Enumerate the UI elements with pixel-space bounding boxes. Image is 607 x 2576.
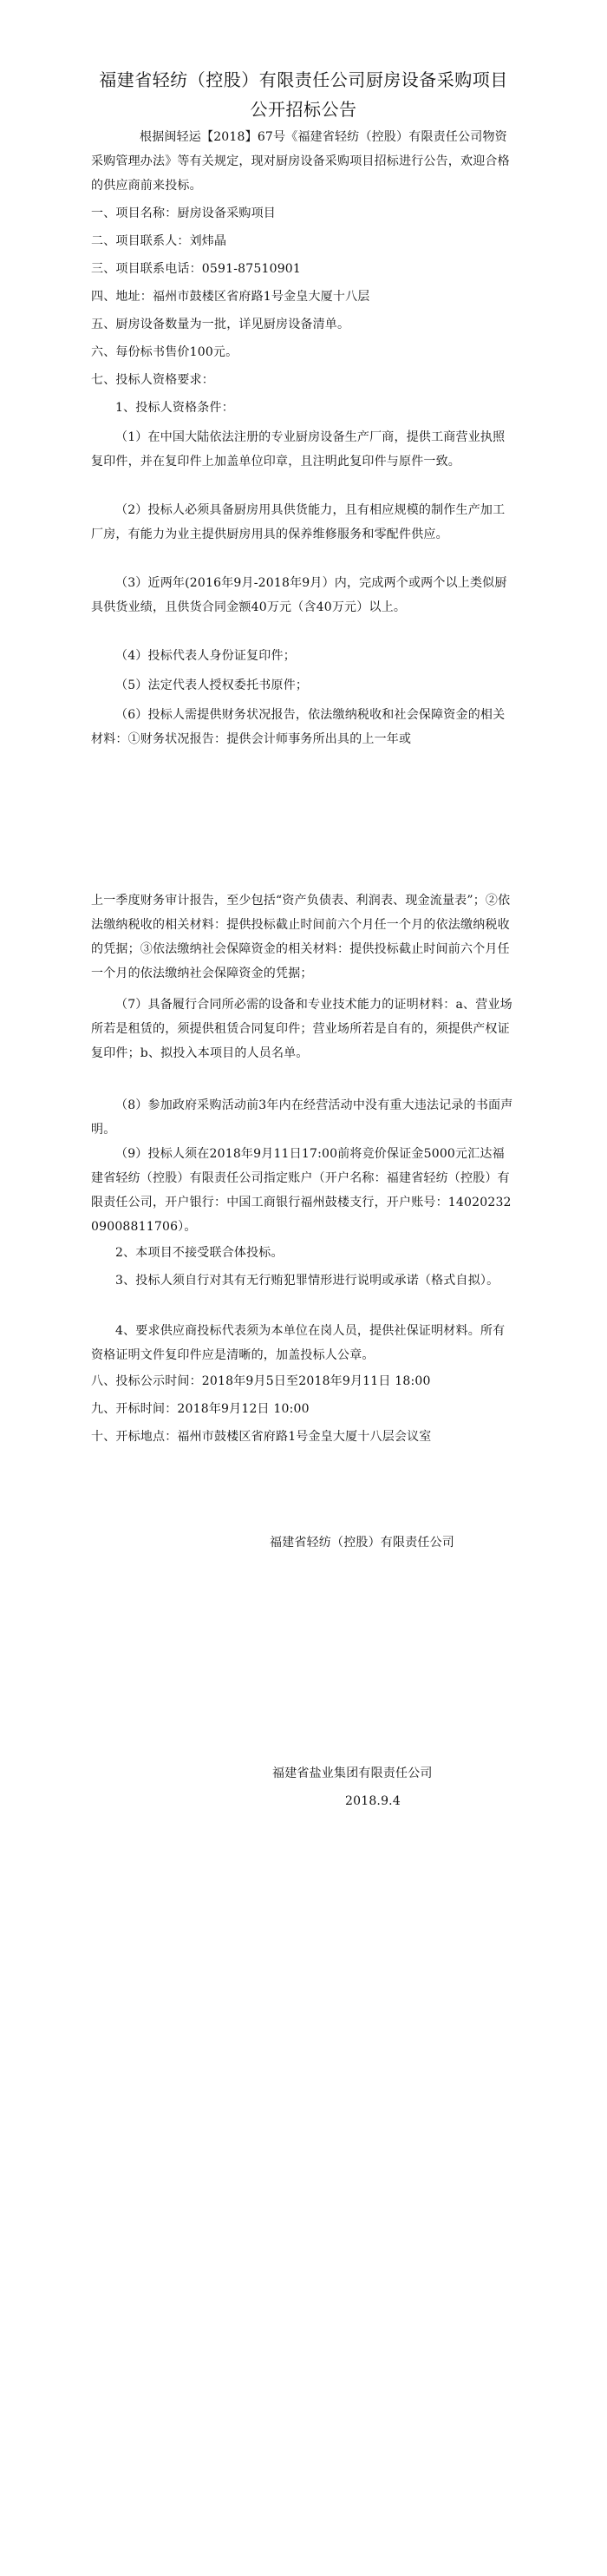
qualification-8: （8）参加政府采购活动前3年内在经营活动中没有重大违法记录的书面声明。 xyxy=(91,1098,513,1137)
qualification-heading: 1、投标人资格条件： xyxy=(115,401,234,415)
item-price: 六、每份标书售价100元。 xyxy=(91,345,238,359)
qualification-5: （5）法定代表人授权委托书原件； xyxy=(115,678,309,692)
schedule-announce: 八、投标公示时间：2018年9月5日至2018年9月11日 18:00 xyxy=(91,1374,431,1388)
qualification-2: （2）投标人必须具备厨房用具供货能力，且有相应规模的制作生产加工厂房，有能力为业主提供厨房用具的保养维修服务和零配件供应。 xyxy=(91,503,506,541)
qualification-7: （7）具备履行合同所必需的设备和专业技术能力的证明材料：a、营业场所若是租赁的，须提供租赁合同复印件；营业场所若是自有的，须提供产权证复印件；b、拟投入本项目的人员名单。 xyxy=(91,998,512,1060)
signature-date: 2018.9.4 xyxy=(345,1794,401,1808)
item-quantity: 五、厨房设备数量为一批，详见厨房设备清单。 xyxy=(91,318,350,331)
qualification-4: （4）投标代表人身份证复印件； xyxy=(115,649,296,663)
item-contact: 二、项目联系人：刘炜晶 xyxy=(91,234,227,248)
item-phone: 三、项目联系电话：0591-87510901 xyxy=(91,262,302,276)
item-address: 四、地址：福州市鼓楼区省府路1号金皇大厦十八层 xyxy=(91,290,370,304)
item-requirements: 七、投标人资格要求： xyxy=(91,373,214,387)
schedule-deadline: 九、开标时间：2018年9月12日 10:00 xyxy=(91,1402,310,1416)
doc-title-line2: 公开招标公告 xyxy=(250,99,357,120)
qualification-6-part2: 上一季度财务审计报告，至少包括“资产负债表、利润表、现金流量表”；②依法缴纳税收的相关材料：提供投标截止时间前六个月任一个月的依法缴纳税收的凭据；③依法缴纳社会保障资金的相关材料：提供投标截止时间前六个月任一个月的依法缴纳社会保障资金的凭据； xyxy=(91,894,511,980)
doc-title-line1: 福建省轻纺（控股）有限责任公司厨房设备采购项目 xyxy=(99,69,508,90)
intro-paragraph: 根据闽轻运【2018】67号《福建省轻纺（控股）有限责任公司物资采购管理办法》等有关规定，现对厨房设备采购项目招标进行公告，欢迎合格的供应商前来投标。 xyxy=(91,130,510,193)
requirement-2: 2、本项目不接受联合体投标。 xyxy=(115,1246,284,1260)
qualification-1: （1）在中国大陆依法注册的专业厨房设备生产厂商，提供工商营业执照复印件，并在复印件上加盖单位印章，且注明此复印件与原件一致。 xyxy=(91,430,506,469)
signature-org2: 福建省盐业集团有限责任公司 xyxy=(272,1766,433,1780)
item-project-name: 一、项目名称：厨房设备采购项目 xyxy=(91,206,276,220)
requirement-4: 4、要求供应商投标代表须为本单位在岗人员，提供社保证明材料。所有资格证明文件复印件应是清晰的，加盖投标人公章。 xyxy=(91,1324,506,1362)
qualification-9: （9）投标人须在2018年9月11日17:00前将竞价保证金5000元汇达福建省轻纺（控股）有限责任公司指定账户（开户名称：福建省轻纺（控股）有限责任公司，开户银行：中国工商银行福州鼓楼支行，开户账号：1402023209008811706）。 xyxy=(91,1147,512,1234)
requirement-3: 3、投标人须自行对其有无行贿犯罪情形进行说明或承诺（格式自拟）。 xyxy=(115,1274,499,1288)
signature-org1: 福建省轻纺（控股）有限责任公司 xyxy=(270,1536,454,1550)
qualification-3: （3）近两年(2016年9月-2018年9月）内，完成两个或两个以上类似厨具供货业绩，且供货合同金额40万元（含40万元）以上。 xyxy=(91,576,507,614)
qualification-6-part1: （6）投标人需提供财务状况报告，依法缴纳税收和社会保障资金的相关材料：①财务状况报告：提供会计师事务所出具的上一年或 xyxy=(91,708,506,746)
schedule-location: 十、开标地点：福州市鼓楼区省府路1号金皇大厦十八层会议室 xyxy=(91,1430,432,1444)
